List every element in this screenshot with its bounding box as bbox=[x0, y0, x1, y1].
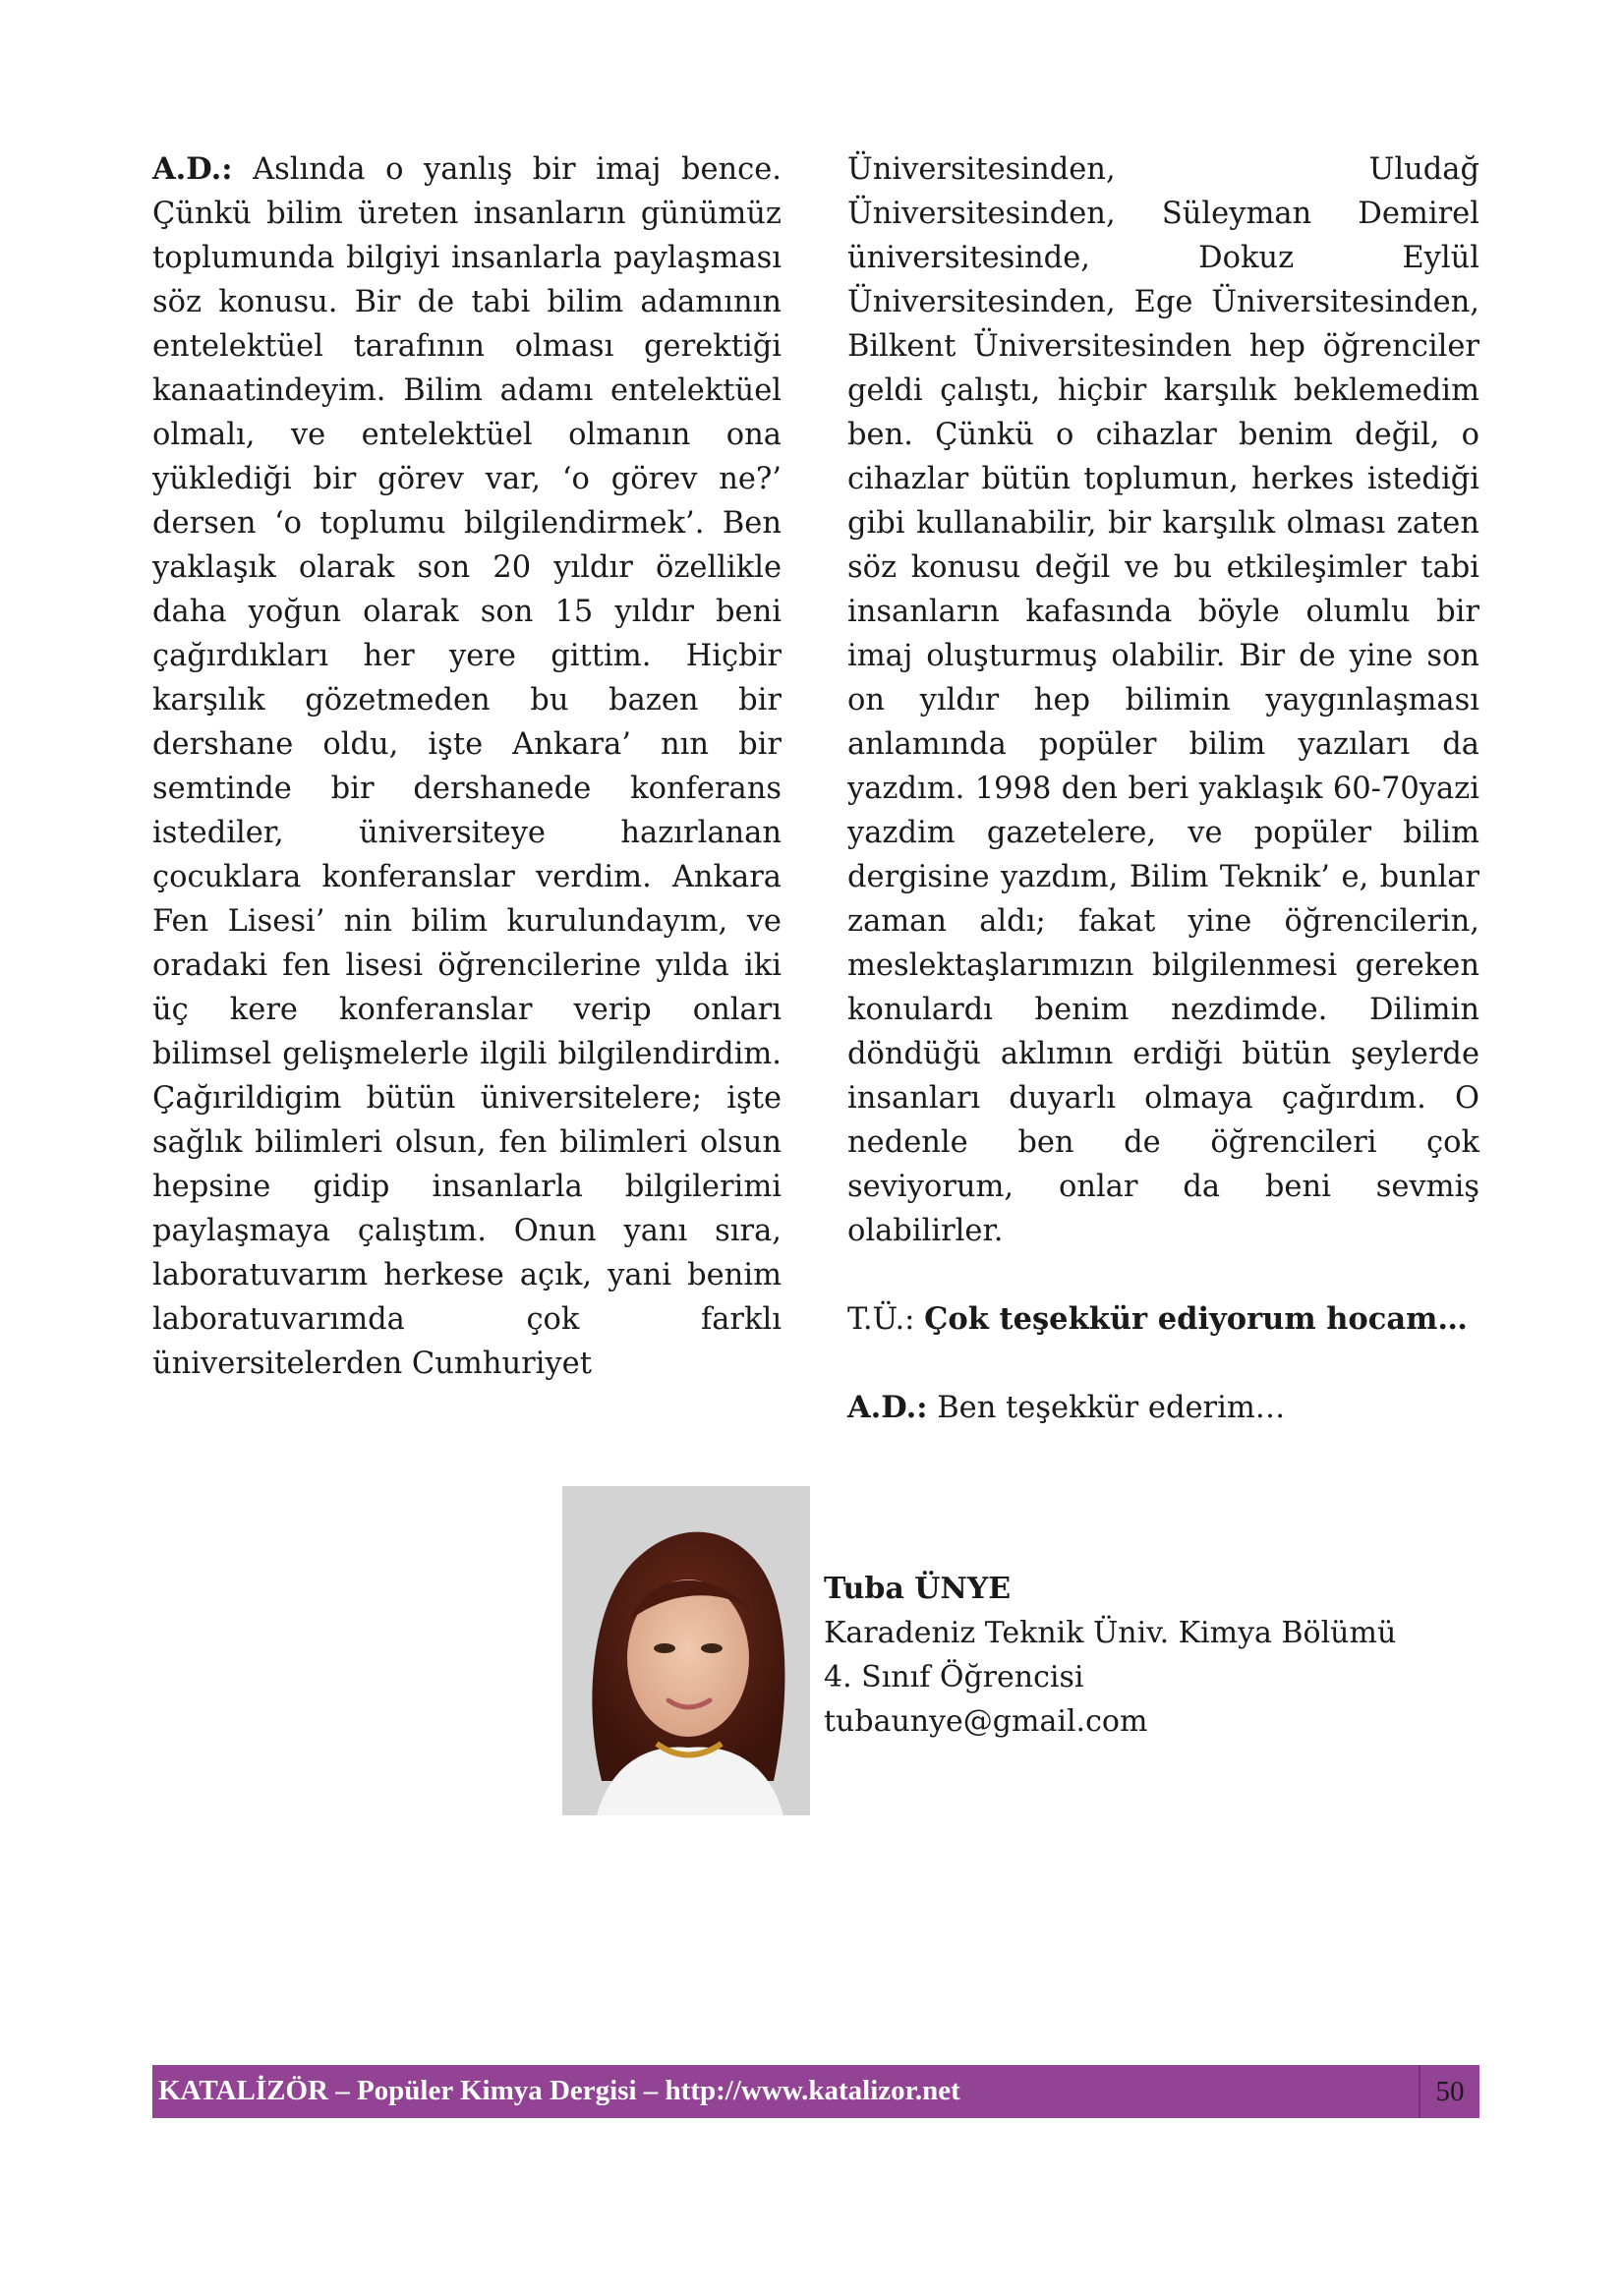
author-email: tubaunye@gmail.com bbox=[824, 1704, 1148, 1739]
question-paragraph bbox=[847, 1297, 1479, 1342]
closing-text: Ben teşekkür ederim… bbox=[937, 1391, 1286, 1425]
closing-paragraph bbox=[847, 1386, 1479, 1430]
author-affiliation: Karadeniz Teknik Üniv. Kimya Bölümü bbox=[824, 1616, 1397, 1650]
author-status: 4. Sınıf Öğrencisi bbox=[824, 1660, 1084, 1694]
author-name: Tuba ÜNYE bbox=[824, 1572, 1012, 1606]
author-info bbox=[824, 1567, 1396, 1744]
question-text: Çok teşekkür ediyorum hocam… bbox=[924, 1301, 1468, 1337]
article-left-column bbox=[152, 147, 782, 1386]
page-number: 50 bbox=[1419, 2065, 1479, 2118]
paragraph-text: Aslında o yanlış bir imaj bence. Çünkü bilim üreten insanların günümüz toplumunda bilgiyi insanlarla paylaşması söz konusu. Bir de tabi bilim adamının entelektüel tarafının olması gerektiği kanaatindeyim. Bilim adamı entelektüel olmalı, ve entelektüel olmanın ona yüklediği bir görev var, ‘o görev ne?’ dersen ‘o toplumu bilgilendirmek’. Ben yaklaşık olarak son 20 yıldır özellikle daha yoğun olarak son 15 yıldır beni çağırdıkları her yere gittim. Hiçbir karşılık gözetmeden bu bazen bir dershane oldu, işte Ankara’ nın bir semtinde bir dershanede konferans istediler, üniversiteye hazırlanan çocuklara konferanslar verdim. Ankara Fen Lisesi’ nin bilim kurulundayım, ve oradaki fen lisesi öğrencilerine yılda iki üç kere konferanslar verip onları bilimsel gelişmelerle ilgili bilgilendirdim. Çağırildigim bütün üniversitelere; işte sağlık bilimleri olsun, fen bilimleri olsun hepsine gidip insanlarla bilgilerimi paylaşmaya çalıştım. Onun yanı sıra, laboratuvarım herkese açık, yani benim laboratuvarımda çok farklı üniversitelerden Cumhuriyet bbox=[152, 152, 782, 1381]
speaker-label: A.D.: bbox=[847, 1390, 928, 1425]
author-photo bbox=[562, 1486, 810, 1815]
answer-paragraph bbox=[152, 147, 782, 1386]
page-footer bbox=[152, 2065, 1479, 2118]
footer-title: KATALİZÖR – Popüler Kimya Dergisi – http://www.katalizor.net bbox=[158, 2075, 960, 2106]
speaker-label: A.D.: bbox=[152, 151, 233, 187]
speaker-label: T.Ü.: bbox=[847, 1302, 915, 1337]
article-right-column bbox=[847, 147, 1479, 1430]
answer-paragraph-continued: Üniversitesinden, Uludağ Üniversitesinden, Süleyman Demirel üniversitesinde, Dokuz Eylül Üniversitesinden, Ege Üniversitesinden, Bilkent Üniversitesinden hep öğrenciler geldi çalıştı, hiçbir karşılık beklemedim ben. Çünkü o cihazlar benim değil, o cihazlar bütün toplumun, herkes istediği gibi kullanabilir, bir karşılık olması zaten söz konusu değil ve bu etkileşimler tabi insanların kafasında böyle olumlu bir imaj oluşturmuş olabilir. Bir de yine son on yıldır hep bilimin yaygınlaşması anlamında popüler bilim yazıları da yazdım. 1998 den beri yaklaşık 60-70yazi yazdim gazetelere, ve popüler bilim dergisine yazdım, Bilim Teknik’ e, bunlar zaman aldı; fakat yine öğrencilerin, meslektaşlarımızın bilgilenmesi gereken konulardı benim nezdimde. Dilimin döndüğü aklımın erdiği bütün şeylerde insanları duyarlı olmaya çağırdım. O nedenle ben de öğrencileri çok seviyorum, onlar da beni sevmiş olabilirler. bbox=[847, 152, 1479, 1248]
